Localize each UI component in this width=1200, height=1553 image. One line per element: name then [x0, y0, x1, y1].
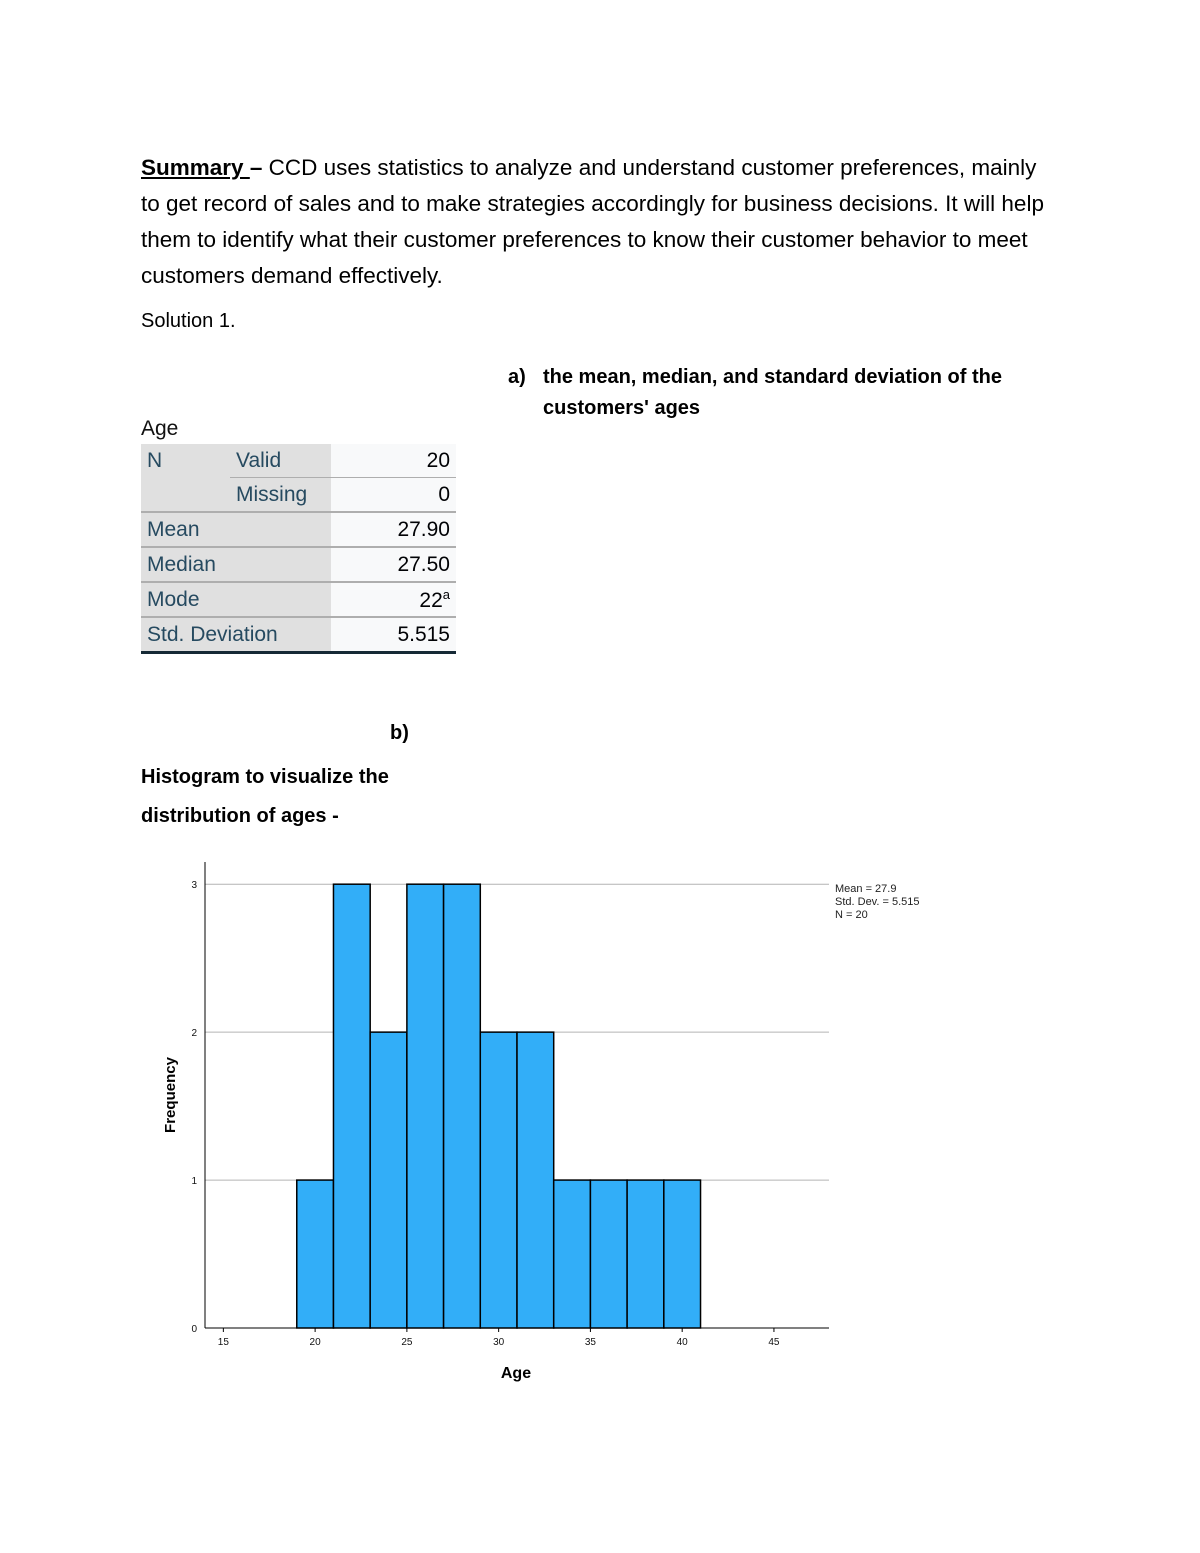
summary-label: Summary [141, 155, 250, 180]
legend-mean: Mean = 27.9 [835, 883, 897, 895]
histogram-bar [590, 1180, 627, 1328]
mean-value: 27.90 [331, 512, 456, 547]
legend-n: N = 20 [835, 909, 868, 921]
x-tick-label: 30 [493, 1337, 505, 1348]
mean-label: Mean [141, 512, 331, 547]
part-b-letter: b) [390, 722, 409, 744]
y-tick-label: 3 [191, 880, 197, 892]
x-tick-label: 40 [676, 1337, 688, 1348]
x-tick-label: 15 [217, 1337, 229, 1348]
y-axis-label: Frequency [162, 1057, 179, 1133]
histogram-bar [370, 1032, 407, 1328]
median-label: Median [141, 547, 331, 582]
histogram-bar [444, 884, 481, 1328]
y-tick-label: 2 [191, 1028, 197, 1040]
summary-text: CCD uses statistics to analyze and understand customer preferences, mainly to get record of sales and to make strategies accordingly for business decisions. It will help them to identify what their customer preferences to know their customer behavior to meet customers demand effectively. [141, 155, 1044, 288]
histogram-bar [554, 1180, 591, 1328]
histogram-bar [407, 884, 444, 1328]
stats-table-title: Age [141, 417, 179, 440]
median-value: 27.50 [331, 547, 456, 582]
valid-label: Valid [230, 444, 331, 478]
y-tick-label: 0 [191, 1324, 197, 1335]
histogram-bar [297, 1180, 334, 1328]
summary-dash: – [249, 155, 263, 180]
histogram-bars [297, 884, 701, 1328]
missing-label: Missing [230, 478, 331, 513]
n-label: N [141, 444, 230, 478]
histogram-bar [480, 1032, 517, 1328]
legend-std-dev: Std. Dev. = 5.515 [835, 896, 920, 908]
histogram-bar [627, 1180, 664, 1328]
histogram-title: Histogram to visualize the distribution of ages - [141, 766, 389, 827]
valid-value: 20 [331, 444, 456, 478]
x-tick-label: 45 [768, 1337, 780, 1348]
sd-label: Std. Deviation [141, 617, 331, 653]
x-axis-label: Age [500, 1365, 532, 1382]
histogram-bar [664, 1180, 701, 1328]
x-tick-label: 25 [401, 1337, 413, 1348]
sd-value: 5.515 [331, 617, 456, 653]
solution-heading: Solution 1. [141, 310, 236, 332]
x-tick-label: 35 [584, 1337, 596, 1348]
x-tick-label: 20 [309, 1337, 321, 1348]
missing-value: 0 [331, 478, 456, 513]
histogram-bar [517, 1032, 554, 1328]
y-tick-label: 1 [191, 1176, 197, 1188]
mode-footnote: a [442, 586, 450, 602]
mode-label: Mode [141, 582, 331, 617]
part-a-letter: a) [508, 366, 526, 388]
histogram-bar [333, 884, 370, 1328]
mode-value: 22 [419, 588, 443, 612]
part-a-text: the mean, median, and standard deviation of the customers' ages [543, 366, 1002, 419]
